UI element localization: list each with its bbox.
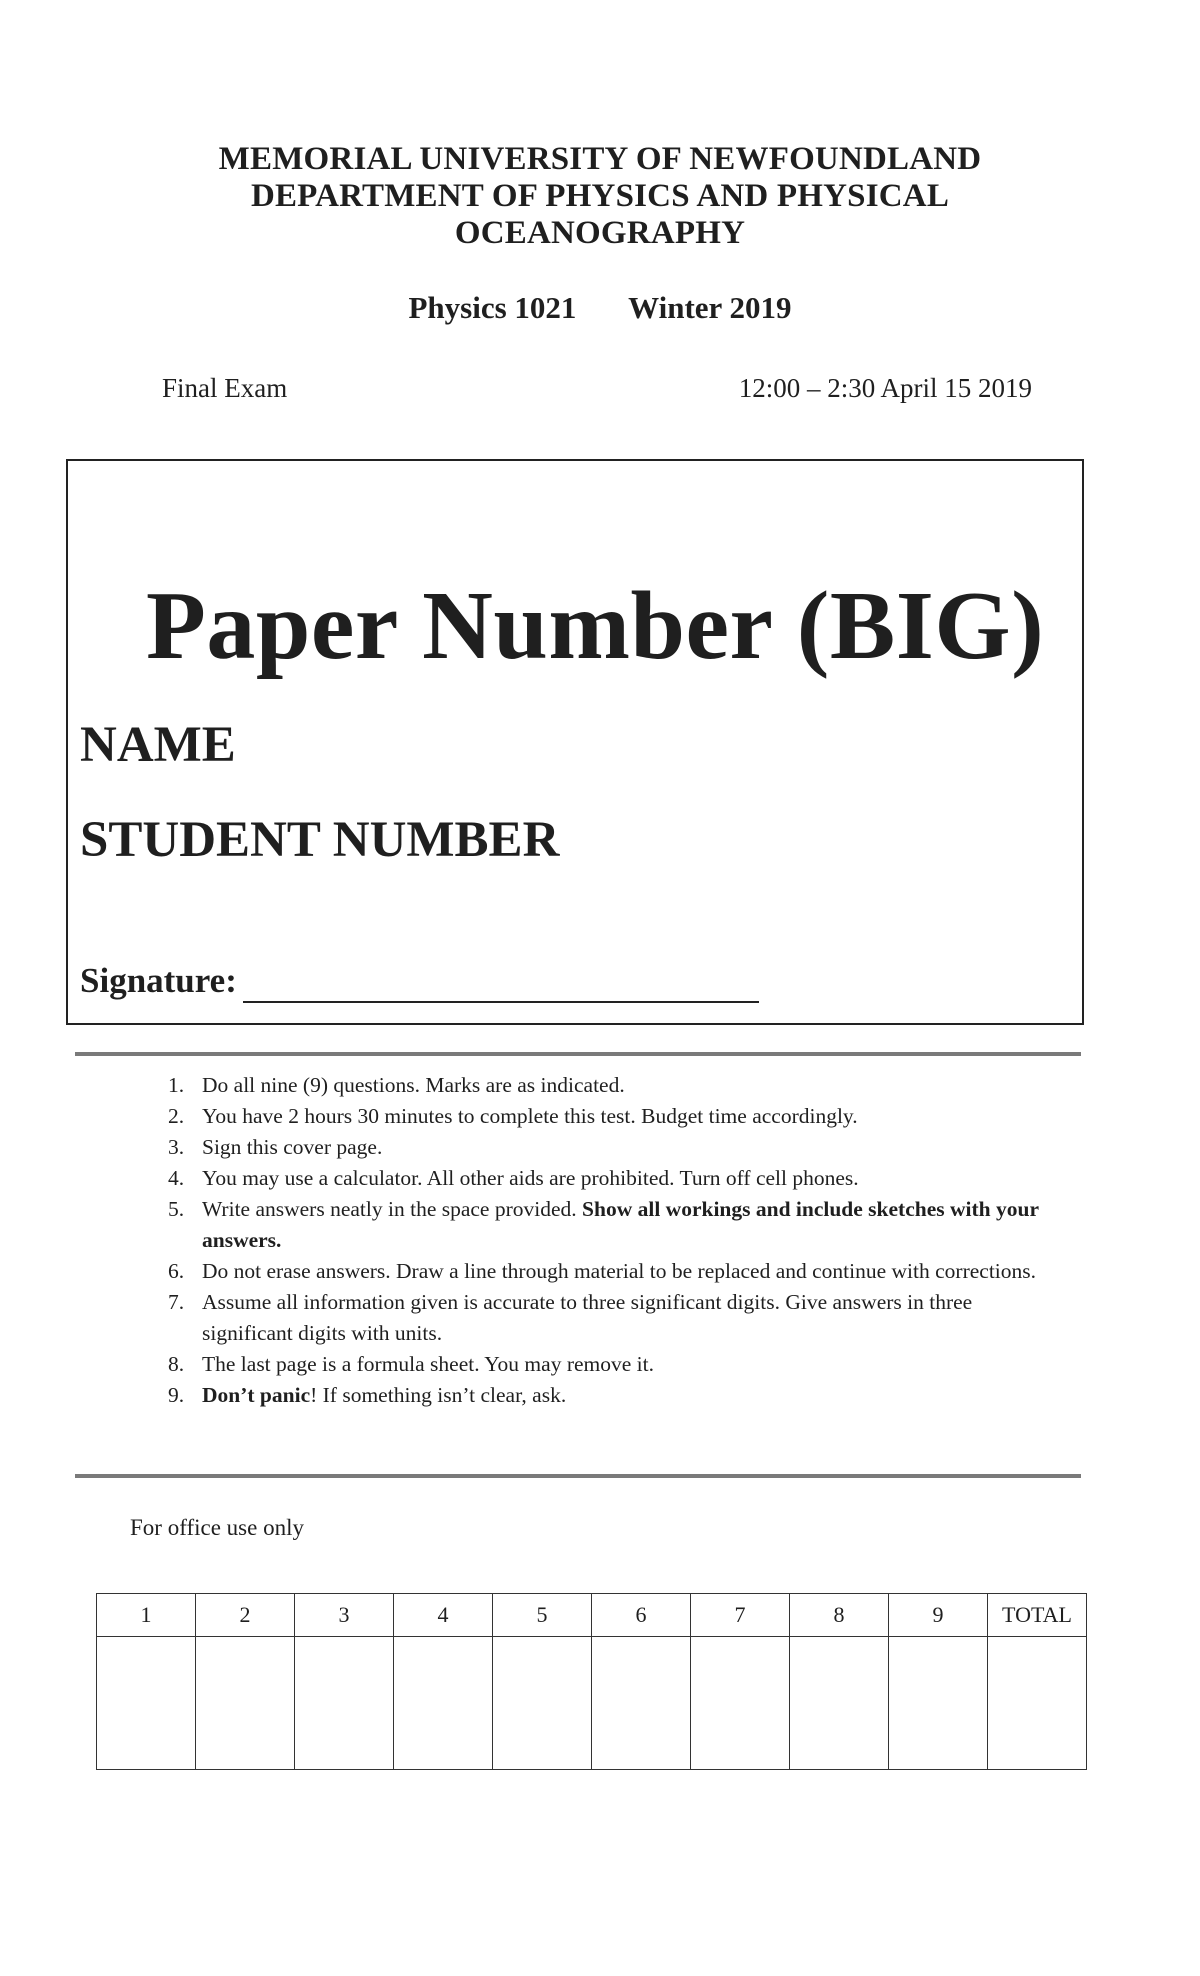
marks-column-header: 6 — [592, 1594, 691, 1637]
instruction-number: 2. — [168, 1104, 185, 1128]
marks-column-header: 2 — [196, 1594, 295, 1637]
instruction-number: 5. — [168, 1197, 185, 1221]
exam-time: 12:00 – 2:30 April 15 2019 — [738, 373, 1032, 403]
signature-label: Signature: — [80, 961, 237, 1000]
divider-top — [75, 1052, 1081, 1056]
marks-table — [96, 1593, 1087, 1770]
instruction-text: ! If something isn’t clear, ask. — [310, 1383, 567, 1407]
marks-column-header: TOTAL — [988, 1594, 1087, 1637]
marks-column-header: 7 — [691, 1594, 790, 1637]
marks-column-header: 3 — [295, 1594, 394, 1637]
instruction-number: 6. — [168, 1259, 185, 1283]
exam-type: Final Exam — [162, 373, 288, 403]
marks-column-header: 8 — [790, 1594, 889, 1637]
name-label: NAME — [80, 717, 236, 773]
instruction-item — [168, 1256, 1068, 1287]
instruction-text: Do all nine (9) questions. Marks are as indicated. — [202, 1073, 625, 1097]
instruction-text: Sign this cover page. — [202, 1135, 383, 1159]
marks-score-cell[interactable] — [790, 1637, 889, 1770]
marks-score-cell[interactable] — [592, 1637, 691, 1770]
instructions-list — [168, 1070, 1068, 1411]
marks-column-header: 1 — [97, 1594, 196, 1637]
instruction-text: Assume all information given is accurate to three significant digits. Give answers in three significant digits with units. — [202, 1290, 973, 1345]
instruction-emphasis: Don’t panic — [202, 1383, 311, 1407]
marks-column-header: 5 — [493, 1594, 592, 1637]
marks-column-header: 9 — [889, 1594, 988, 1637]
instruction-item — [168, 1101, 1068, 1132]
instruction-emphasis: Show all workings and include sketches with your answers. — [202, 1197, 1039, 1252]
marks-score-cell[interactable] — [691, 1637, 790, 1770]
student-id-box — [66, 459, 1084, 1025]
department-name-line-1: DEPARTMENT OF PHYSICS AND PHYSICAL — [250, 178, 950, 214]
marks-score-cell[interactable] — [97, 1637, 196, 1770]
instruction-number: 1. — [168, 1073, 185, 1097]
paper-number-label: Paper Number (BIG) — [146, 572, 1045, 680]
instruction-text: The last page is a formula sheet. You may remove it. — [202, 1352, 654, 1376]
instruction-item — [168, 1070, 1068, 1101]
instruction-number: 7. — [168, 1290, 185, 1314]
instruction-text: Write answers neatly in the space provided. — [202, 1197, 583, 1221]
marks-score-cell[interactable] — [196, 1637, 295, 1770]
marks-score-cell[interactable] — [988, 1637, 1087, 1770]
course-code: Physics 1021 — [408, 290, 577, 325]
marks-score-cell[interactable] — [295, 1637, 394, 1770]
department-name-line-2: OCEANOGRAPHY — [454, 215, 746, 251]
marks-score-cell[interactable] — [394, 1637, 493, 1770]
instruction-item — [168, 1349, 1068, 1380]
instruction-text: Do not erase answers. Draw a line through material to be replaced and continue with corrections. — [202, 1259, 1037, 1283]
instruction-number: 8. — [168, 1352, 185, 1376]
instruction-number: 3. — [168, 1135, 185, 1159]
university-name: MEMORIAL UNIVERSITY OF NEWFOUNDLAND — [218, 141, 982, 177]
marks-score-cell[interactable] — [493, 1637, 592, 1770]
signature-line[interactable] — [243, 1001, 759, 1003]
marks-header-row — [97, 1594, 1087, 1637]
instruction-text: You have 2 hours 30 minutes to complete this test. Budget time accordingly. — [202, 1104, 858, 1128]
instruction-item — [168, 1287, 1068, 1349]
student-number-label: STUDENT NUMBER — [80, 812, 560, 868]
divider-bottom — [75, 1474, 1081, 1478]
instruction-item — [168, 1380, 1068, 1411]
exam-term: Winter 2019 — [628, 290, 792, 325]
instruction-item — [168, 1163, 1068, 1194]
course-line — [0, 290, 1200, 326]
instruction-number: 4. — [168, 1166, 185, 1190]
instruction-item — [168, 1194, 1068, 1256]
marks-column-header: 4 — [394, 1594, 493, 1637]
marks-score-cell[interactable] — [889, 1637, 988, 1770]
instruction-item — [168, 1132, 1068, 1163]
office-use-label: For office use only — [130, 1515, 304, 1540]
instruction-number: 9. — [168, 1383, 185, 1407]
marks-score-row — [97, 1637, 1087, 1770]
instruction-text: You may use a calculator. All other aids are prohibited. Turn off cell phones. — [202, 1166, 859, 1190]
